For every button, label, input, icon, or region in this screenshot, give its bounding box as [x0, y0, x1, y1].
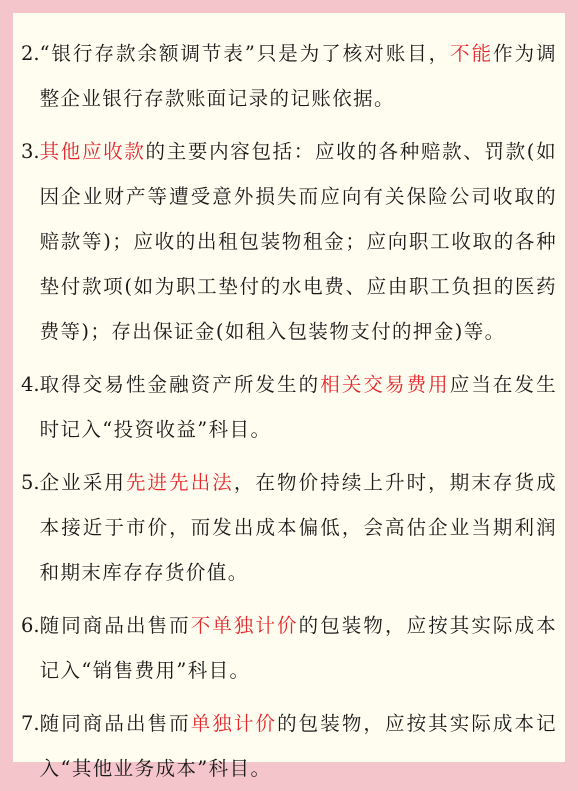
item-number: 7.: [21, 712, 40, 735]
item-text-part: 企业采用: [39, 471, 126, 494]
item-text: [40, 603, 557, 693]
item-text-part: “银行存款余额调节表”只是为了核对账目，: [39, 42, 451, 65]
item-number: 2.: [21, 42, 40, 65]
item-text: [40, 460, 557, 595]
item-text-part: 的主要内容包括：应收的各种赔款、罚款(如因企业财产等遭受意外损失而应向有关保险公司收取的赔款等)；应收的出租包装物租金；应向职工收取的各种垫付款项(如为职工垫付的水电费、应由职工负担的医药费等)；存出保证金(如租入包装物支付的押金)等。: [39, 140, 557, 343]
item-number: 5.: [21, 471, 40, 494]
list-item: [21, 31, 557, 121]
item-text-part: 的包装物，应按其实际成本记入“其他业务成本”科目。: [39, 712, 557, 780]
item-text: [40, 129, 557, 354]
list-item: [21, 701, 557, 791]
highlight-text: 不能: [450, 42, 494, 65]
item-text-part: 应当在发生时记入“投资收益”科目。: [39, 373, 557, 441]
list-item: [21, 603, 557, 693]
item-text: [40, 31, 557, 121]
highlight-text: 不单独计价: [190, 614, 299, 637]
item-text-part: ，在物价持续上升时，期末存货成本接近于市价，而发出成本偏低，会高估企业当期利润和期末库存存货价值。: [39, 471, 557, 584]
item-number: 4.: [21, 373, 40, 396]
item-number: 3.: [21, 140, 40, 163]
list-item: [21, 460, 557, 595]
list-item: [21, 129, 557, 354]
item-text: [40, 362, 557, 452]
item-text-part: 取得交易性金融资产所发生的: [39, 373, 321, 396]
note-card: [13, 13, 565, 780]
item-number: 6.: [21, 614, 40, 637]
highlight-text: 先进先出法: [125, 471, 234, 494]
item-text: [40, 701, 557, 791]
item-text-part: 随同商品出售而: [39, 614, 191, 637]
list-item: [21, 362, 557, 452]
highlight-text: 其他应收款: [39, 140, 146, 163]
item-text-part: 作为调整企业银行存款账面记录的记账依据。: [39, 42, 557, 110]
item-text-part: 的包装物，应按其实际成本记入“销售费用”科目。: [39, 614, 557, 682]
highlight-text: 相关交易费用: [320, 373, 450, 396]
item-text-part: 随同商品出售而: [39, 712, 191, 735]
highlight-text: 单独计价: [190, 712, 278, 735]
